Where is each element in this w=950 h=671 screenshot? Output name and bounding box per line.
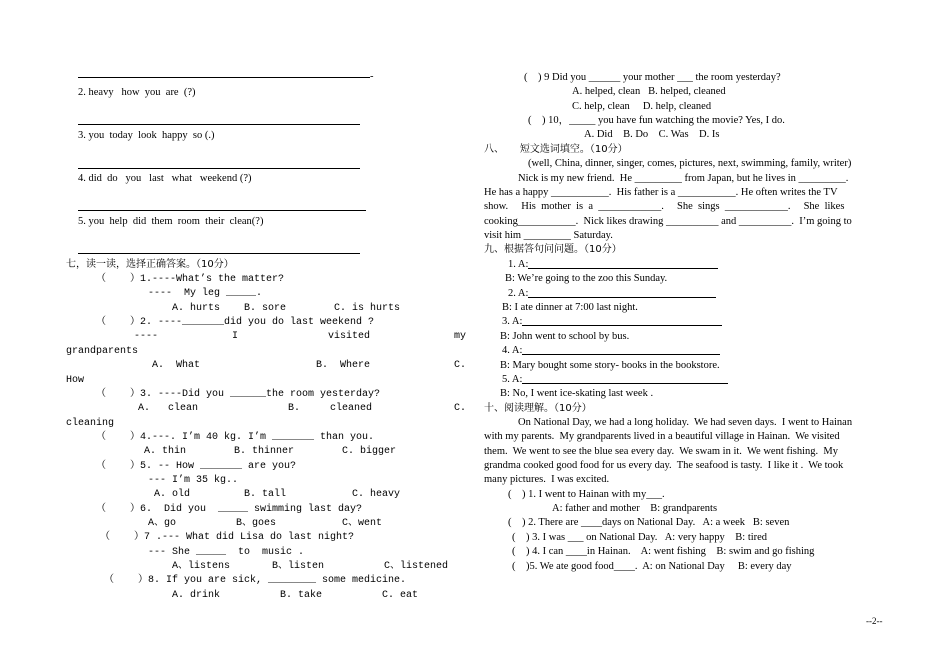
s7-q3-opt-c: C.: [454, 403, 467, 414]
s10-para-2: with my parents. My grandparents lived in a beautiful village in Hainan. We visited: [484, 431, 840, 442]
s9-q5: 5. A:: [502, 374, 523, 385]
q9: ( ) 9 Did you ______ your mother ___ the room yesterday?: [524, 72, 781, 83]
answer-line-2: [78, 124, 360, 125]
s7-q7-options: A、listens B、listen C、listened: [172, 561, 449, 572]
section-8-title: 八、 短文选词填空。（10分）: [484, 144, 628, 155]
q9-options-1: A. helped, clean B. helped, cleaned: [572, 86, 726, 97]
s10-q4: ( ) 4. I can ____in Hainan. A: went fishing B: swim and go fishing: [512, 546, 815, 557]
s7-q6: （ ）6. Did you _____ swimming last day?: [96, 504, 363, 515]
answer-line-5: [78, 253, 360, 254]
answer-line-3: [78, 168, 360, 169]
s10-q1-options: A: father and mother B: grandparents: [552, 503, 718, 514]
s7-q8: （ ）8. If you are sick, ________ some medicine.: [104, 575, 407, 586]
s8-word-bank: (well, China, dinner, singer, comes, pictures, next, swimming, family, writer): [528, 158, 852, 169]
section-9-title: 九、根据答句问问题。（10分）: [484, 244, 622, 255]
s9-q2-blank: [528, 297, 716, 298]
s10-q5: ( )5. We ate good food____. A: on National Day B: every day: [512, 561, 792, 572]
s7-q2-opt-a: A. What: [152, 360, 201, 371]
s7-q1: （ ）1.----What’s the matter?: [96, 274, 285, 285]
s9-q4: 4. A:: [502, 345, 523, 356]
s8-para-4: cooking___________. Nick likes drawing __________ and __________. I’m going to: [484, 216, 852, 227]
s7-q1-line: ---- My leg _____.: [148, 288, 263, 299]
s9-a5: B: No, I went ice-skating last week .: [500, 388, 654, 399]
answer-line-1: [78, 77, 370, 78]
s7-q6-options: A、go B、goes C、went: [148, 518, 383, 529]
s10-q1: ( ) 1. I went to Hainan with my___.: [508, 489, 665, 500]
rearrange-q2: 2. heavy how you are (?): [78, 87, 196, 98]
s10-para-5: many pictures. I was excited.: [484, 474, 610, 485]
s7-q4: （ ）4.---. I’m 40 kg. I’m _______ than you.: [96, 432, 375, 443]
s9-q2: 2. A:: [508, 288, 529, 299]
answer-line-4: [78, 210, 366, 211]
q10: ( ) 10，_____ you have fun watching the movie? Yes, I do.: [528, 115, 785, 126]
s9-q3: 3. A:: [502, 316, 523, 327]
page-number: --2--: [866, 616, 883, 626]
s7-q1-options: A. hurts B. sore C. is hurts: [172, 303, 401, 314]
s7-q7-line: --- She _____ to music .: [148, 547, 305, 558]
s7-q7: （ ）7 .--- What did Lisa do last night?: [100, 532, 355, 543]
s7-q5-line: --- I’m 35 kg..: [148, 475, 239, 486]
s7-q5-options: A. old B. tall C. heavy: [154, 489, 401, 500]
s7-q5: （ ）5. -- How _______ are you?: [96, 461, 297, 472]
s7-q8-options: A. drink B. take C. eat: [172, 590, 419, 601]
s7-q3-opt-a: A. clean: [138, 403, 199, 414]
rearrange-q4: 4. did do you last what weekend (?): [78, 173, 252, 184]
s7-q3-cleaning: cleaning: [66, 418, 115, 429]
s8-para-5: visit him _________ Saturday.: [484, 230, 613, 241]
s10-para-3: them. We went to see the blue sea every day. We swam in it. We went fishing. My: [484, 446, 838, 457]
section-7-title: 七，读一读，选择正确答案。（10分）: [66, 259, 234, 270]
s7-q2-visited: visited: [328, 331, 371, 342]
s9-a4: B: Mary bought some story- books in the bookstore.: [500, 360, 720, 371]
s9-q1: 1. A:: [508, 259, 529, 270]
q9-options-2: C. help, clean D. help, cleaned: [572, 101, 712, 112]
s9-q5-blank: [522, 383, 728, 384]
s7-q2-my: my: [454, 331, 467, 342]
s10-para-4: grandma cooked good food for us every day. The seafood is tasty. I like it . We took: [484, 460, 844, 471]
s7-q2-i: I: [232, 331, 239, 342]
s9-a1: B: We’re going to the zoo this Sunday.: [505, 273, 668, 284]
s7-q2: （ ）2. ----_______did you do last weekend ?: [96, 317, 375, 328]
s7-q3-opt-b: B. cleaned: [288, 403, 373, 414]
s9-q4-blank: [522, 354, 720, 355]
s9-q1-blank: [528, 268, 718, 269]
s7-q2-how: How: [66, 375, 85, 386]
s7-q2-opt-b: B. Where: [316, 360, 371, 371]
s7-q2-opt-c: C.: [454, 360, 467, 371]
s7-q2-dash: ----: [134, 331, 159, 342]
rearrange-q3: 3. you today look happy so (.): [78, 130, 215, 141]
rearrange-q5: 5. you help did them room their clean(?): [78, 216, 264, 227]
s10-q2: ( ) 2. There are ____days on National Day. A: a week B: seven: [508, 517, 790, 528]
s7-q4-options: A. thin B. thinner C. bigger: [144, 446, 397, 457]
answer-line-1-trail: -: [370, 71, 374, 82]
s8-para-3: show. His mother is a ____________. She sings ____________. She likes: [484, 201, 845, 212]
section-10-title: 十、阅读理解。（10分）: [484, 403, 592, 414]
s10-q3: ( ) 3. I was ___ on National Day. A: very happy B: tired: [512, 532, 768, 543]
s9-a2: B: I ate dinner at 7:00 last night.: [502, 302, 638, 313]
s8-para-1: Nick is my new friend. He _________ from Japan, but he lives in _________.: [518, 173, 849, 184]
s7-q3: （ ）3. ----Did you ______the room yesterday?: [96, 389, 381, 400]
s7-q2-grandparents: grandparents: [66, 346, 139, 357]
s9-q3-blank: [522, 325, 722, 326]
q10-options: A. Did B. Do C. Was D. Is: [584, 129, 720, 140]
s9-a3: B: John went to school by bus.: [500, 331, 630, 342]
s10-para-1: On National Day, we had a long holiday. We had seven days. I went to Hainan: [518, 417, 853, 428]
s8-para-2: He has a happy ___________. His father is a ___________. He often writes the TV: [484, 187, 838, 198]
